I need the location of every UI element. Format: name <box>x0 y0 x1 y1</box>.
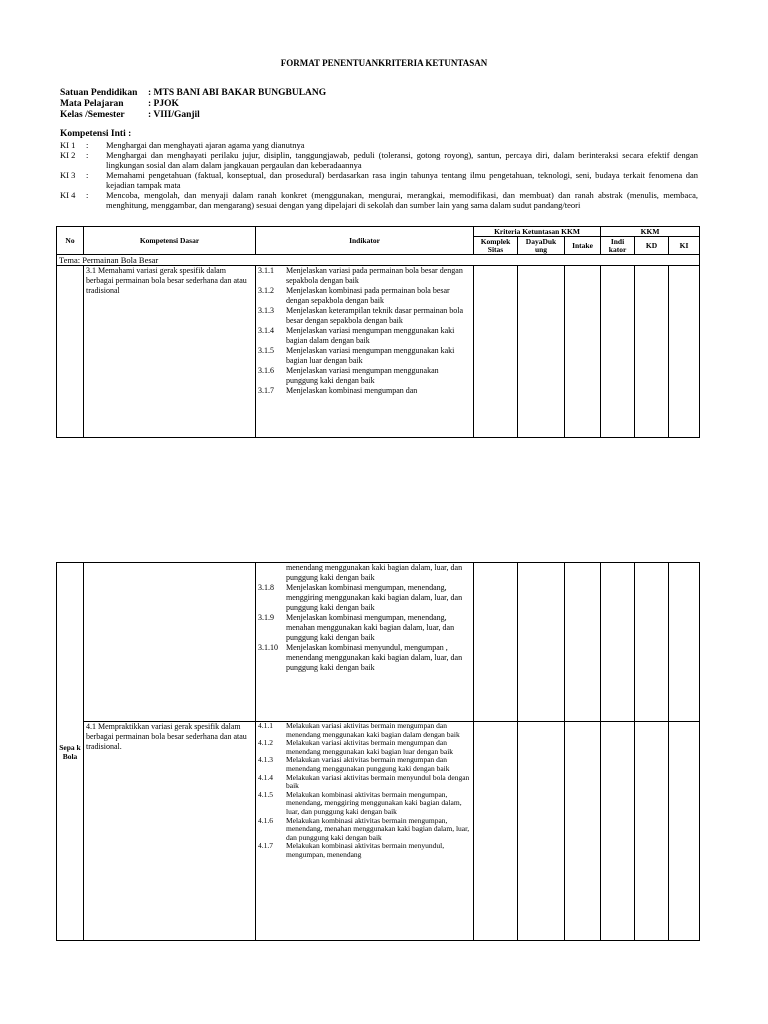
indicator-text: Menjelaskan kombinasi pada permainan bola besar dengan sepakbola dengan baik <box>286 286 450 305</box>
indicator-code: 4.1.7 <box>258 841 273 851</box>
indicator-item <box>258 774 471 791</box>
header-kkm: KKM <box>601 227 700 237</box>
indicator-code: 3.1.2 <box>258 286 274 295</box>
ki-text: Mencoba, mengolah, dan menyaji dalam ranah konkret (menggunakan, mengurai, merangkai, memodifikasi, dan membuat) dan ranah abstrak (menulis, membaca, menghitung, menggambar, dan mengarang) sesuai dengan yang dipelajari di sekolah dan sumber lain yang sama dalam sudut pandang/teori <box>106 190 698 210</box>
indicator-item <box>258 266 471 286</box>
indicator-text: Melakukan variasi aktivitas bermain mengumpan dan menendang menggunakan punggung kaki dengan baik <box>286 755 450 773</box>
indicator-item <box>258 386 471 396</box>
meta-value: : MTS BANI ABI BAKAR BUNGBULANG <box>148 88 327 98</box>
kompleksitas-cell <box>474 266 518 438</box>
indicator-text: Menjelaskan variasi mengumpan menggunakan kaki bagian luar dengan baik <box>286 346 455 365</box>
indicator-code: 3.1.9 <box>258 613 274 622</box>
ki-heading: Kompetensi Inti : <box>60 129 132 139</box>
indicator-item <box>258 583 471 613</box>
indicator-code: 3.1.1 <box>258 266 274 275</box>
meta-label: Satuan Pendidikan <box>60 88 138 98</box>
indicator-text: Menjelaskan kombinasi mengumpan, menendang, menggiring menggunakan kaki bagian dalam, luar, dan punggung kaki dengan baik <box>286 583 463 612</box>
header-kd: KD <box>635 237 669 255</box>
kkm-ki-cell <box>669 266 700 438</box>
indicator-text: Menjelaskan kombinasi mengumpan, menendang, menahan menggunakan kaki bagian dalam, luar, dan punggung kaki dengan baik <box>286 613 455 642</box>
ki-colon: : <box>86 150 89 160</box>
indicator-code: 4.1.2 <box>258 738 273 748</box>
indicator-code: 3.1.10 <box>258 643 278 652</box>
daya-dukung-cell <box>518 266 565 438</box>
indicator-code: 4.1.4 <box>258 772 273 782</box>
intake-cell <box>565 266 601 438</box>
indikator-cell <box>256 563 474 722</box>
ki-item <box>60 190 698 210</box>
kd-cell <box>84 563 256 722</box>
indicator-text: Melakukan kombinasi aktivitas bermain menyundul, mengumpan, menendang <box>286 841 445 859</box>
indicator-code <box>258 563 286 583</box>
kkm-table-page-1 <box>56 226 700 438</box>
ki-text: Memahami pengetahuan (faktual, konseptual, dan prosedural) berdasarkan rasa ingin tahunya tentang ilmu pengetahuan, teknologi, seni, budaya terkait fenomena dan kejadian tampak mata <box>106 170 698 190</box>
ki-code: KI 3 <box>60 170 76 180</box>
kkm-table-page-2 <box>56 562 700 941</box>
meta-row <box>60 88 326 99</box>
header-no: No <box>57 227 84 255</box>
indicator-code: 4.1.6 <box>258 815 273 825</box>
indicator-item <box>258 722 471 739</box>
indicator-item <box>258 306 471 326</box>
daya-dukung-cell <box>518 722 565 941</box>
indicator-code: 4.1.3 <box>258 755 273 765</box>
indicator-item <box>258 346 471 366</box>
meta-value: : PJOK <box>148 99 179 109</box>
indicator-code: 3.1.4 <box>258 326 274 335</box>
meta-value: : VIII/Ganjil <box>148 110 200 120</box>
kkm-indikator-cell <box>601 266 635 438</box>
kompleksitas-cell <box>474 722 518 941</box>
header-indikator: Indikator <box>256 227 474 255</box>
header-kompetensi-dasar: Kompetensi Dasar <box>84 227 256 255</box>
indicator-item <box>258 817 471 843</box>
indicator-code: 3.1.6 <box>258 366 274 375</box>
ki-item <box>60 140 698 150</box>
tema-row: Tema: Permainan Bola Besar <box>57 255 700 266</box>
meta-row <box>60 99 326 110</box>
indicator-item <box>258 286 471 306</box>
indicator-text: Menjelaskan kombinasi mengumpan dan <box>286 386 418 395</box>
indicator-code: 4.1.1 <box>258 721 273 730</box>
kd-cell: 4.1 Mempraktikkan variasi gerak spesifik dalam berbagai permainan bola besar sederhana dan atau tradisional. <box>84 722 256 941</box>
ki-list <box>60 140 698 210</box>
indicator-item <box>258 842 471 859</box>
kkm-indikator-cell <box>601 563 635 722</box>
indicator-text: menendang menggunakan kaki bagian dalam, luar, dan punggung kaki dengan baik <box>286 563 463 582</box>
indicator-item <box>258 791 471 817</box>
indicator-code: 3.1.8 <box>258 583 274 592</box>
indicator-item <box>258 643 471 673</box>
ki-colon: : <box>86 190 89 200</box>
kkm-indikator-cell <box>601 722 635 941</box>
ki-colon: : <box>86 170 89 180</box>
indicator-text: Melakukan kombinasi aktivitas bermain mengumpan, menendang, menggiring menggunakan kaki bagian dalam, luar, dan punggung kaki dengan baik <box>286 789 462 816</box>
kkm-ki-cell <box>669 563 700 722</box>
header-daya-dukung: DayaDuk ung <box>518 237 565 255</box>
header-intake: Intake <box>565 237 601 255</box>
ki-item <box>60 170 698 190</box>
indicator-text: Melakukan variasi aktivitas bermain mengumpan dan menendang menggunakan kaki bagian dalam dengan baik <box>286 721 460 739</box>
ki-code: KI 2 <box>60 150 76 160</box>
header-indikator-kkm: Indi kator <box>601 237 635 255</box>
header-kompleksitas: Komplek Sitas <box>474 237 518 255</box>
kkm-kd-cell <box>635 722 669 941</box>
kompleksitas-cell <box>474 563 518 722</box>
indicator-item <box>258 326 471 346</box>
kd-cell: 3.1 Memahami variasi gerak spesifik dalam berbagai permainan bola besar sederhana dan atau tradisional <box>84 266 256 438</box>
no-cell <box>57 266 84 438</box>
indikator-cell <box>256 722 474 941</box>
meta-row <box>60 110 326 121</box>
daya-dukung-cell <box>518 563 565 722</box>
indicator-code: 4.1.5 <box>258 789 273 799</box>
kkm-kd-cell <box>635 563 669 722</box>
indicator-text: Menjelaskan variasi pada permainan bola besar dengan sepakbola dengan baik <box>286 266 463 285</box>
intake-cell <box>565 563 601 722</box>
indicator-code: 3.1.3 <box>258 306 274 315</box>
indicator-text: Menjelaskan keterampilan teknik dasar permainan bola besar dengan sepakbola dengan baik <box>286 306 464 325</box>
header-ki: KI <box>669 237 700 255</box>
indicator-item <box>258 613 471 643</box>
indikator-cell <box>256 266 474 438</box>
school-info <box>60 88 326 121</box>
indicator-text: Menjelaskan kombinasi menyundul, mengumpan , menendang menggunakan kaki bagian dalam, luar, dan punggung kaki dengan baik <box>286 643 463 672</box>
ki-code: KI 4 <box>60 190 76 200</box>
meta-label: Kelas /Semester <box>60 110 125 120</box>
no-cell-sepak-bola: Sepa k Bola <box>57 563 84 941</box>
ki-item <box>60 150 698 170</box>
indicator-item <box>258 756 471 773</box>
indicator-text: Melakukan variasi aktivitas bermain mengumpan dan menendang menggunakan kaki bagian luar dengan baik <box>286 738 454 756</box>
indicator-code: 3.1.7 <box>258 386 274 395</box>
indicator-text: Menjelaskan variasi mengumpan menggunakan punggung kaki dengan baik <box>286 366 439 385</box>
intake-cell <box>565 722 601 941</box>
kkm-ki-cell <box>669 722 700 941</box>
ki-text: Menghargai dan menghayati ajaran agama yang dianutnya <box>106 140 305 150</box>
ki-text: Menghargai dan menghayati perilaku jujur, disiplin, tanggungjawab, peduli (toleransi, gotong royong), santun, percaya diri, dalam berinteraksi secara efektif dengan lingkungan sosial dan alam dalam jangkauan pergaulan dan keberadaannya <box>106 150 698 170</box>
kkm-kd-cell <box>635 266 669 438</box>
indicator-text: Melakukan kombinasi aktivitas bermain mengumpan, menendang, menahan menggunakan kaki bagian dalam, luar, dan punggung kaki dengan baik <box>286 815 470 842</box>
indicator-text: Menjelaskan variasi mengumpan menggunakan kaki bagian dalam dengan baik <box>286 326 455 345</box>
ki-code: KI 1 <box>60 140 76 150</box>
indicator-item <box>258 366 471 386</box>
ki-colon: : <box>86 140 89 150</box>
indicator-text: Melakukan variasi aktivitas bermain menyundul bola dengan baik <box>286 772 470 791</box>
indicator-item <box>258 563 471 583</box>
indicator-code: 3.1.5 <box>258 346 274 355</box>
document-title: FORMAT PENENTUANKRITERIA KETUNTASAN <box>280 58 488 68</box>
indicator-item <box>258 739 471 756</box>
header-kriteria-ketuntasan: Kriteria Ketuntasan KKM <box>474 227 601 237</box>
meta-label: Mata Pelajaran <box>60 99 124 109</box>
